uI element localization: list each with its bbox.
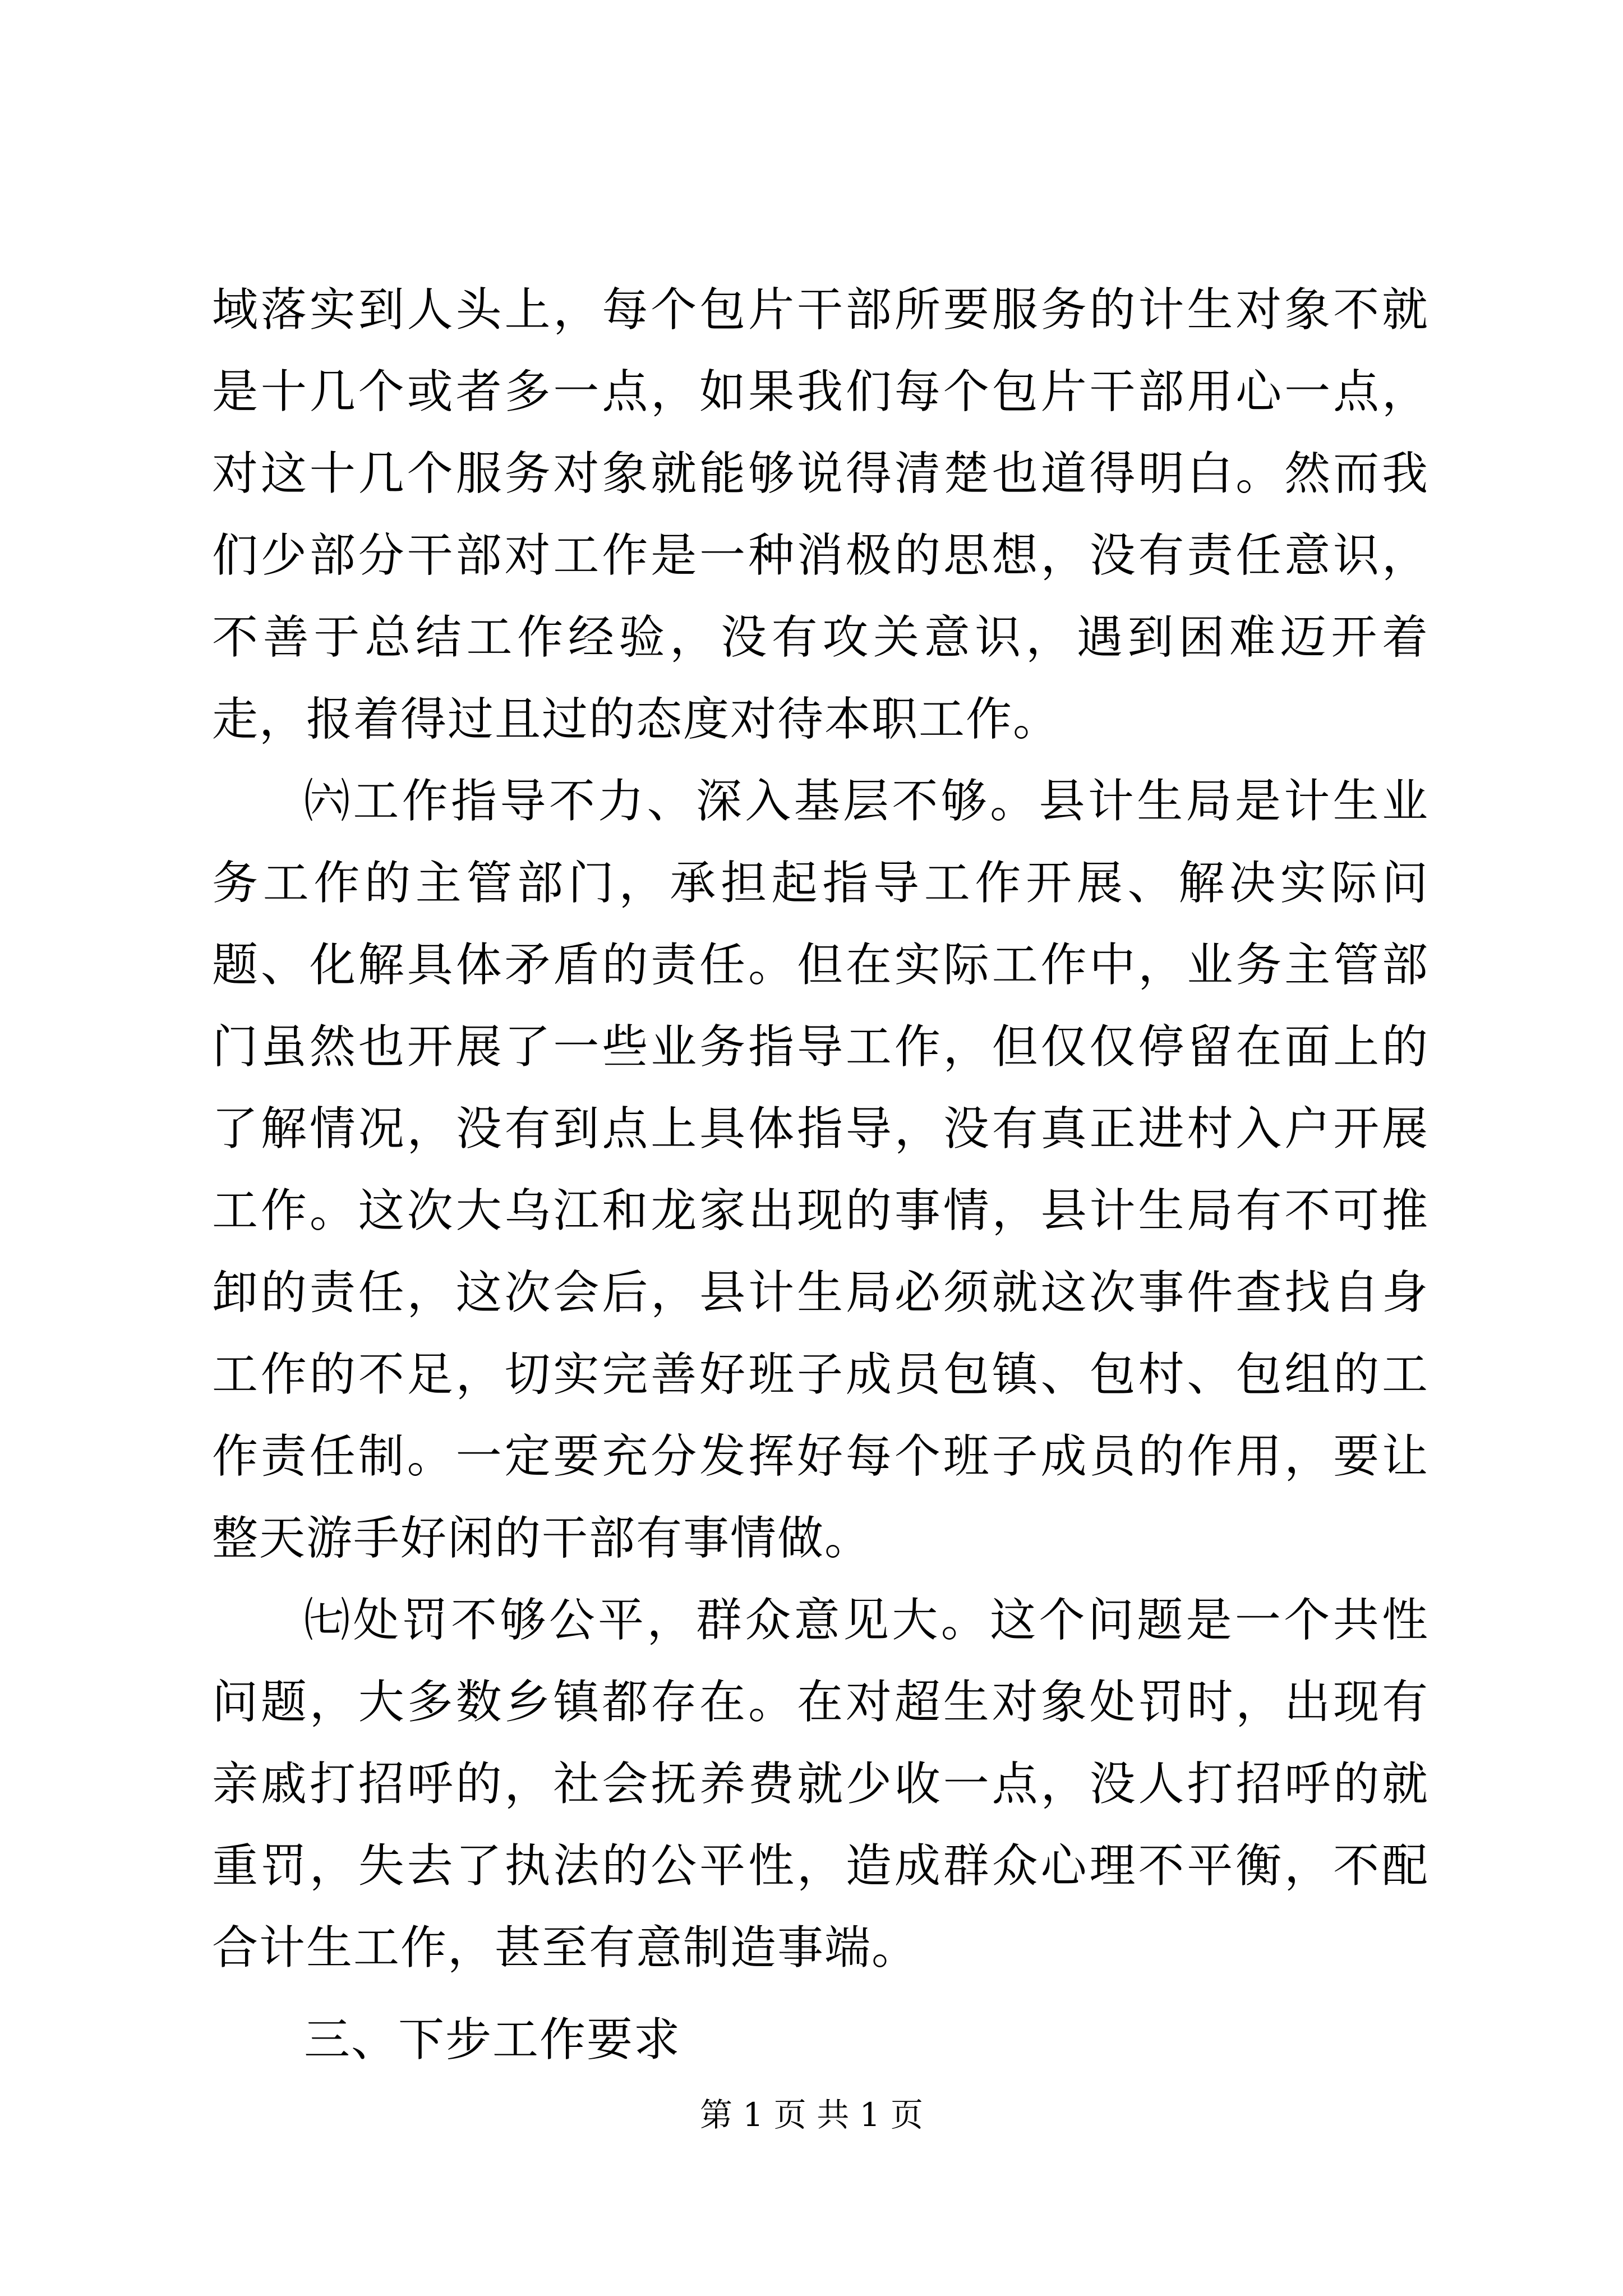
paragraph-section-six: ㈥工作指导不力、深入基层不够。县计生局是计生业务工作的主管部门，承担起指导工作开展、解决实际问题、化解具体矛盾的责任。但在实际工作中，业务主管部门虽然也开展了一些业务指导工作，但仅仅停留在面上的了解情况，没有到点上具体指导，没有真正进村入户开展工作。这次大乌江和龙家出现的事情，县计生局有不可推卸的责任，这次会后，县计生局必须就这次事件查找自身工作的不足，切实完善好班子成员包镇、包村、包组的工作责任制。一定要充分发挥好每个班子成员的作用，要让整天游手好闲的干部有事情做。 — [212, 775, 1429, 1565]
section-heading-three: 三、下步工作要求 — [304, 2013, 681, 2067]
paragraph-section-seven: ㈦处罚不够公平，群众意见大。这个问题是一个共性问题，大多数乡镇都存在。在对超生对象处罚时，出现有亲戚打招呼的，社会抚养费就少收一点，没人打招呼的就重罚，失去了执法的公平性，造成群众心理不平衡，不配合计生工作，甚至有意制造事端。 — [212, 1594, 1429, 1975]
paragraph-continuation: 域落实到人头上，每个包片干部所要服务的计生对象不就是十几个或者多一点，如果我们每个包片干部用心一点，对这十几个服务对象就能够说得清楚也道得明白。然而我们少部分干部对工作是一种消极的思想，没有责任意识，不善于总结工作经验，没有攻关意识，遇到困难迈开着走，报着得过且过的态度对待本职工作。 — [212, 283, 1429, 746]
page-footer: 第 1 页 共 1 页 — [700, 2096, 923, 2134]
document-body — [212, 269, 1429, 2081]
